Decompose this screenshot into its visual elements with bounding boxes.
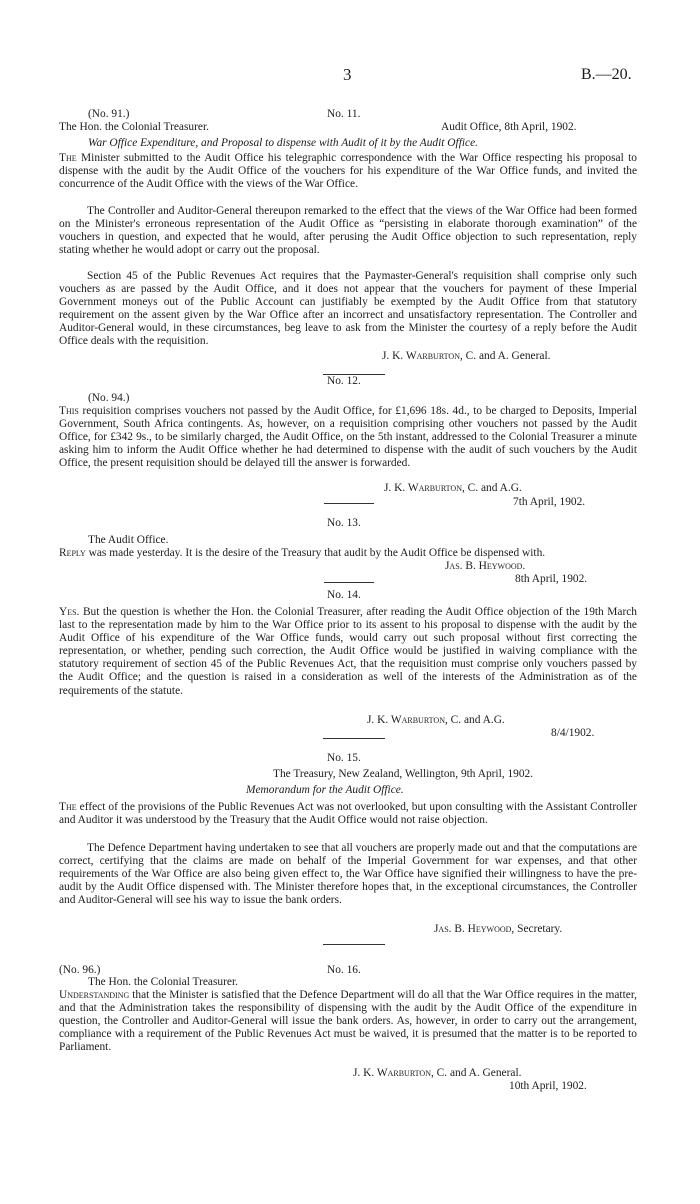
- s12-signature: J. K. Warburton, C. and A.G.: [384, 482, 522, 494]
- s14-number: No. 14.: [327, 589, 361, 601]
- s13-signature: Jas. B. Heywood.: [445, 560, 526, 572]
- s13-addressee: The Audit Office.: [88, 534, 169, 546]
- s15-paragraph-2: The Defence Department having undertaken to see that all vouchers are properly made out and that the computations are correct, certifying that the claims are made on behalf of the Imperial Government for war expenses, and that other requirements of the War Office are also being given effect to, the War Office have signified their willingness to have the pre-audit by the Audit Office dispensed with. The Minister therefore hopes that, in the exceptional circumstances, the Controller and Auditor-General will see his way to issue the bank orders.: [59, 842, 637, 907]
- separator-rule: [323, 738, 385, 739]
- separator-rule: [324, 503, 374, 504]
- document-reference: B.—20.: [581, 66, 632, 83]
- separator-rule: [324, 582, 374, 583]
- s11-number: No. 11.: [327, 108, 361, 120]
- s16-number: No. 16.: [327, 964, 361, 976]
- s12-date: 7th April, 1902.: [513, 496, 586, 508]
- s11-place-date: Audit Office, 8th April, 1902.: [441, 121, 577, 133]
- page-number: 3: [343, 65, 352, 84]
- s16-addressee: The Hon. the Colonial Treasurer.: [88, 976, 238, 988]
- separator-rule: [323, 944, 385, 945]
- s12-ref: (No. 94.): [88, 392, 130, 404]
- s15-place-date: The Treasury, New Zealand, Wellington, 9th April, 1902.: [273, 768, 534, 780]
- s11-ref: (No. 91.): [88, 108, 130, 120]
- s15-signature: Jas. B. Heywood, Secretary.: [434, 923, 563, 935]
- s11-paragraph-2: The Controller and Auditor-General thereupon remarked to the effect that the views of the War Office had been formed on the Minister's erroneous representation of the Audit Office as “persisting in elaborate thorough examination” of the vouchers in question, and expected that he would, after perusing the Audit Office objection to such representation, reply stating whether he would adopt or carry out the proposal.: [59, 205, 637, 257]
- s16-date: 10th April, 1902.: [509, 1080, 587, 1092]
- s11-addressee: The Hon. the Colonial Treasurer.: [59, 121, 209, 133]
- s13-date: 8th April, 1902.: [515, 573, 588, 585]
- s15-number: No. 15.: [327, 752, 361, 764]
- s13-number: No. 13.: [327, 517, 361, 529]
- s14-date: 8/4/1902.: [551, 727, 595, 739]
- s11-signature: J. K. Warburton, C. and A. General.: [382, 350, 551, 362]
- s16-signature: J. K. Warburton, C. and A. General.: [353, 1067, 522, 1079]
- s14-paragraph-1: Yes. But the question is whether the Hon. the Colonial Treasurer, after reading the Audit Office objection of the 19th March last to the representation made by him to the War Office prior to its assent to his proposal to dispense with the audit by the Audit Office of his expenditure of the War Office funds, would carry out such proposal without first correcting the representation, or whether, pending such correction, the Audit Office would be justified in waiving compliance with the statutory requirement of section 45 of the Public Revenues Act, that the requisition must comprise only vouchers passed by the Audit Office; and the question is raised in a consideration as well of the interests of the Administration as of the requirements of the statute.: [59, 606, 637, 697]
- s12-paragraph-1: This requisition comprises vouchers not passed by the Audit Office, for £1,696 18s. 4d., to be charged to Deposits, Imperial Government, South Africa contingents. As, however, on a requisition comprising other vouchers not passed by the Audit Office, for £342 9s., to be similarly charged, the Audit Office, on the 5th instant, addressed to the Colonial Treasurer a minute asking him to inform the Audit Office whether he had determined to dispense with the audit of such vouchers by the Audit Office, the present requisition should be delayed till the answer is forwarded.: [59, 405, 637, 470]
- s15-title: Memorandum for the Audit Office.: [246, 784, 404, 796]
- s14-signature: J. K. Warburton, C. and A.G.: [367, 714, 505, 726]
- s15-paragraph-1: The effect of the provisions of the Public Revenues Act was not overlooked, but upon consulting with the Assistant Controller and Auditor it was understood by the Treasury that the Audit Office would not raise objection.: [59, 801, 637, 827]
- s11-paragraph-1: The Minister submitted to the Audit Office his telegraphic correspondence with the War Office respecting his proposal to dispense with the audit by the Audit Office of the vouchers for his expenditure of the War Office funds, and invited the concurrence of the Audit Office with the views of the War Office.: [59, 152, 637, 191]
- s16-paragraph-1: Understanding that the Minister is satisfied that the Defence Department will do all that the War Office requires in the matter, and that the Administration takes the responsibility of dispensing with the audit by the Audit Office of the expenditure in question, the Controller and Auditor-General will issue the bank orders. As, however, in order to carry out the arrangement, compliance with a requirement of the Public Revenues Act must be waived, it is presumed that the matter is to be reported to Parliament.: [59, 989, 637, 1054]
- s11-lead: The: [59, 152, 77, 164]
- s13-paragraph-1: Reply was made yesterday. It is the desire of the Treasury that audit by the Audit Office be dispensed with.: [59, 547, 546, 559]
- s12-number: No. 12.: [327, 375, 361, 387]
- s11-paragraph-3: Section 45 of the Public Revenues Act requires that the Paymaster-General's requisition shall comprise only such vouchers as are passed by the Audit Office, and it does not appear that the vouchers for payment of these Imperial Government moneys out of the Public Account can justifiably be exempted by the Audit Office from that statutory requirement on the assent given by the War Office after an incorrect and unsatisfactory representation. The Controller and Auditor-General would, in these circumstances, beg leave to ask from the Minister the courtesy of a reply before the Audit Office deals with the requisition.: [59, 270, 637, 348]
- s11-title: War Office Expenditure, and Proposal to dispense with Audit of it by the Audit Office.: [88, 137, 478, 149]
- s16-ref: (No. 96.): [59, 964, 101, 976]
